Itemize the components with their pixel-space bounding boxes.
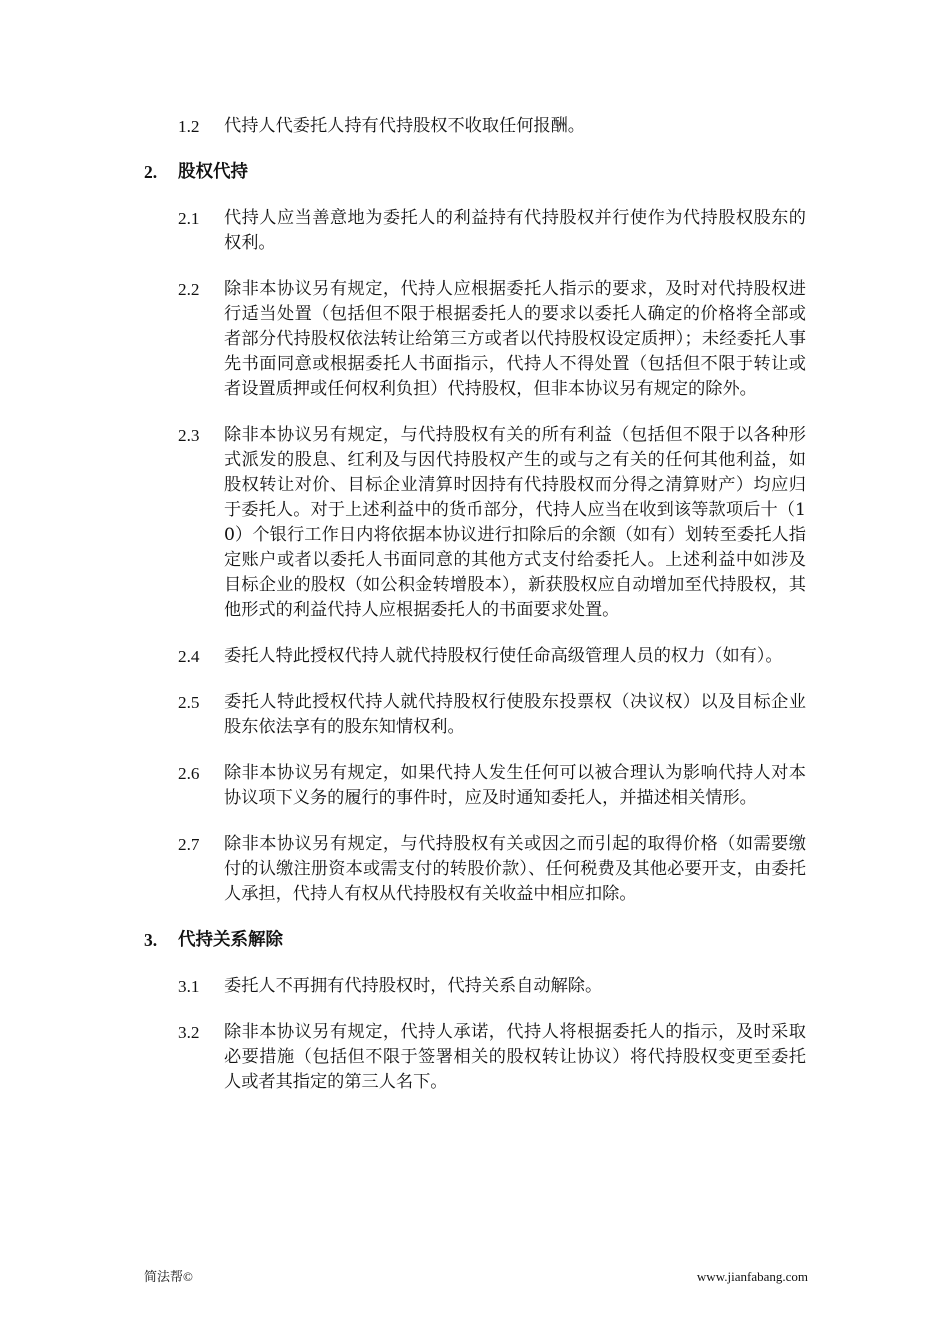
clause [178, 690, 814, 740]
clause-number: 2.5 [178, 693, 200, 712]
section-title: 代持关系解除 [178, 930, 283, 950]
document-body [144, 114, 814, 1116]
clause [178, 114, 814, 139]
clause-text: 除非本协议另有规定，与代持股权有关的所有利益（包括但不限于以各种形式派发的股息、红利及与因代持股权产生的或与之有关的任何其他利益，如股权转让对价、目标企业清算时因持有代持股权而分得之清算财产）均应归于委托人。对于上述利益中的货币部分，代持人应当在收到该等款项后十（10）个银行工作日内将依据本协议进行扣除后的余额（如有）划转至委托人指定账户或者以委托人书面同意的其他方式支付给委托人。上述利益中如涉及目标企业的股权（如公积金转增股本），新获股权应自动增加至代持股权，其他形式的利益代持人应根据委托人的书面要求处置。 [224, 425, 806, 620]
clause-text: 代持人应当善意地为委托人的利益持有代持股权并行使作为代持股权股东的权利。 [224, 208, 806, 253]
clause [178, 974, 814, 999]
clause-number: 2.2 [178, 280, 200, 299]
clause [178, 832, 814, 907]
clause-text: 委托人不再拥有代持股权时，代持关系自动解除。 [224, 976, 603, 996]
clause-number: 3.1 [178, 977, 200, 996]
clause-text: 代持人代委托人持有代持股权不收取任何报酬。 [224, 116, 585, 136]
clause [178, 277, 814, 402]
clause-number: 3.2 [178, 1023, 200, 1042]
clause [178, 1020, 814, 1095]
clause [178, 644, 814, 669]
section-heading [144, 160, 814, 185]
clause-text: 除非本协议另有规定，代持人应根据委托人指示的要求，及时对代持股权进行适当处置（包括但不限于根据委托人的要求以委托人确定的价格将全部或者部分代持股权依法转让给第三方或者以代持股权设定质押）；未经委托人事先书面同意或根据委托人书面指示，代持人不得处置（包括但不限于转让或者设置质押或任何权利负担）代持股权，但非本协议另有规定的除外。 [224, 279, 806, 399]
page-footer [144, 1268, 808, 1286]
footer-website: www.jianfabang.com [696, 1269, 808, 1284]
clause [178, 206, 814, 256]
clause-number: 1.2 [178, 117, 200, 136]
clause-text: 除非本协议另有规定，与代持股权有关或因之而引起的取得价格（如需要缴付的认缴注册资本或需支付的转股价款）、任何税费及其他必要开支，由委托人承担，代持人有权从代持股权有关收益中相应扣除。 [224, 834, 806, 904]
clause-text: 委托人特此授权代持人就代持股权行使任命高级管理人员的权力（如有）。 [224, 646, 783, 666]
clause-number: 2.3 [178, 426, 200, 445]
clause-text: 委托人特此授权代持人就代持股权行使股东投票权（决议权）以及目标企业股东依法享有的股东知情权利。 [224, 692, 806, 737]
section-heading [144, 928, 814, 953]
clause-number: 2.6 [178, 764, 200, 783]
clause [178, 423, 814, 623]
clause-text: 除非本协议另有规定，如果代持人发生任何可以被合理认为影响代持人对本协议项下义务的履行的事件时，应及时通知委托人，并描述相关情形。 [224, 763, 806, 808]
section-title: 股权代持 [178, 162, 248, 182]
section-number: 3. [144, 930, 158, 950]
clause-number: 2.1 [178, 209, 200, 228]
section-number: 2. [144, 162, 158, 182]
clause-number: 2.7 [178, 835, 200, 854]
clause-number: 2.4 [178, 647, 200, 666]
clause [178, 761, 814, 811]
footer-brand: 简法帮© [144, 1269, 193, 1284]
clause-text: 除非本协议另有规定，代持人承诺，代持人将根据委托人的指示，及时采取必要措施（包括但不限于签署相关的股权转让协议）将代持股权变更至委托人或者其指定的第三人名下。 [224, 1022, 806, 1092]
